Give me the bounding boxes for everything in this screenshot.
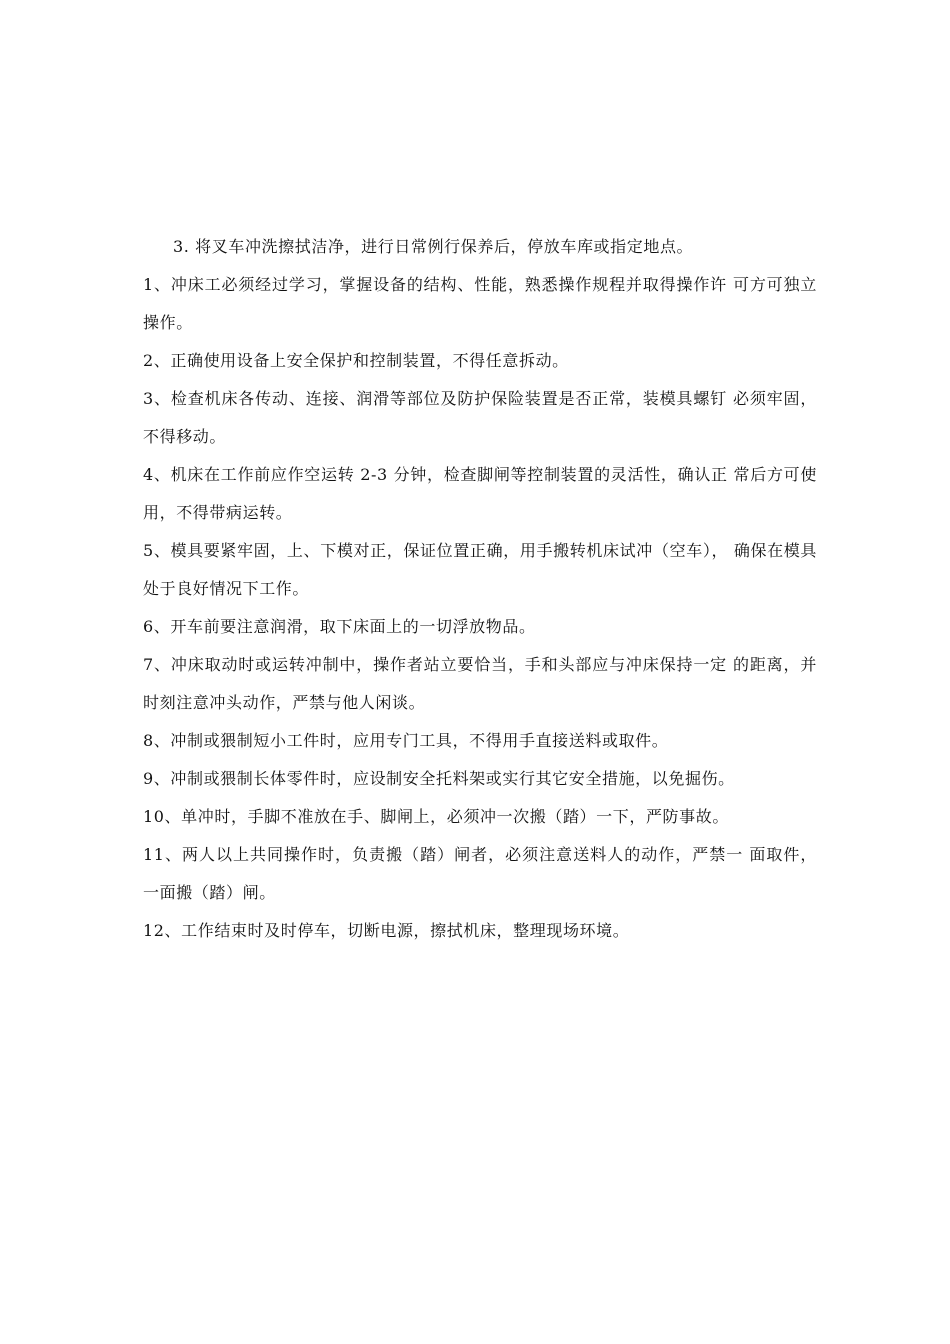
paragraph-rule-10: 10、单冲时，手脚不准放在手、脚闸上，必须冲一次搬（踏）一下，严防事故。	[143, 807, 729, 826]
paragraph-forklift-cleaning: 3. 将叉车冲洗擦拭洁净，进行日常例行保养后，停放车库或指定地点。	[173, 237, 694, 256]
paragraph-rule-6: 6、开车前要注意润滑，取下床面上的一切浮放物品。	[143, 617, 536, 636]
paragraph-rule-2: 2、正确使用设备上安全保护和控制装置，不得任意拆动。	[143, 351, 569, 370]
paragraph-rule-5: 5、模具要紧牢固，上、下模对正，保证位置正确，用手搬转机床试冲（空车）， 确保在模具处于良好情况下工作。	[143, 541, 817, 598]
paragraph-rule-8: 8、冲制或猥制短小工件时，应用专门工具，不得用手直接送料或取件。	[143, 731, 669, 750]
document-body	[143, 228, 817, 950]
paragraph-rule-9: 9、冲制或猥制长体零件时，应设制安全托料架或实行其它安全措施，以免掘伤。	[143, 769, 735, 788]
paragraph-rule-7: 7、冲床取动时或运转冲制中，操作者站立要恰当，手和头部应与冲床保持一定 的距离，并时刻注意冲头动作，严禁与他人闲谈。	[143, 655, 817, 712]
paragraph-rule-3: 3、检查机床各传动、连接、润滑等部位及防护保险装置是否正常，装模具螺钉 必须牢固，不得移动。	[143, 389, 817, 446]
paragraph-rule-12: 12、工作结束时及时停车，切断电源，擦拭机床，整理现场环境。	[143, 921, 630, 940]
paragraph-rule-11: 11、两人以上共同操作时，负责搬（踏）闸者，必须注意送料人的动作，严禁一 面取件，一面搬（踏）闸。	[143, 845, 817, 902]
paragraph-rule-4: 4、机床在工作前应作空运转 2-3 分钟，检查脚闸等控制装置的灵活性，确认正 常后方可使用，不得带病运转。	[143, 465, 817, 522]
paragraph-rule-1: 1、冲床工必须经过学习，掌握设备的结构、性能，熟悉操作规程并取得操作许 可方可独立操作。	[143, 275, 817, 332]
